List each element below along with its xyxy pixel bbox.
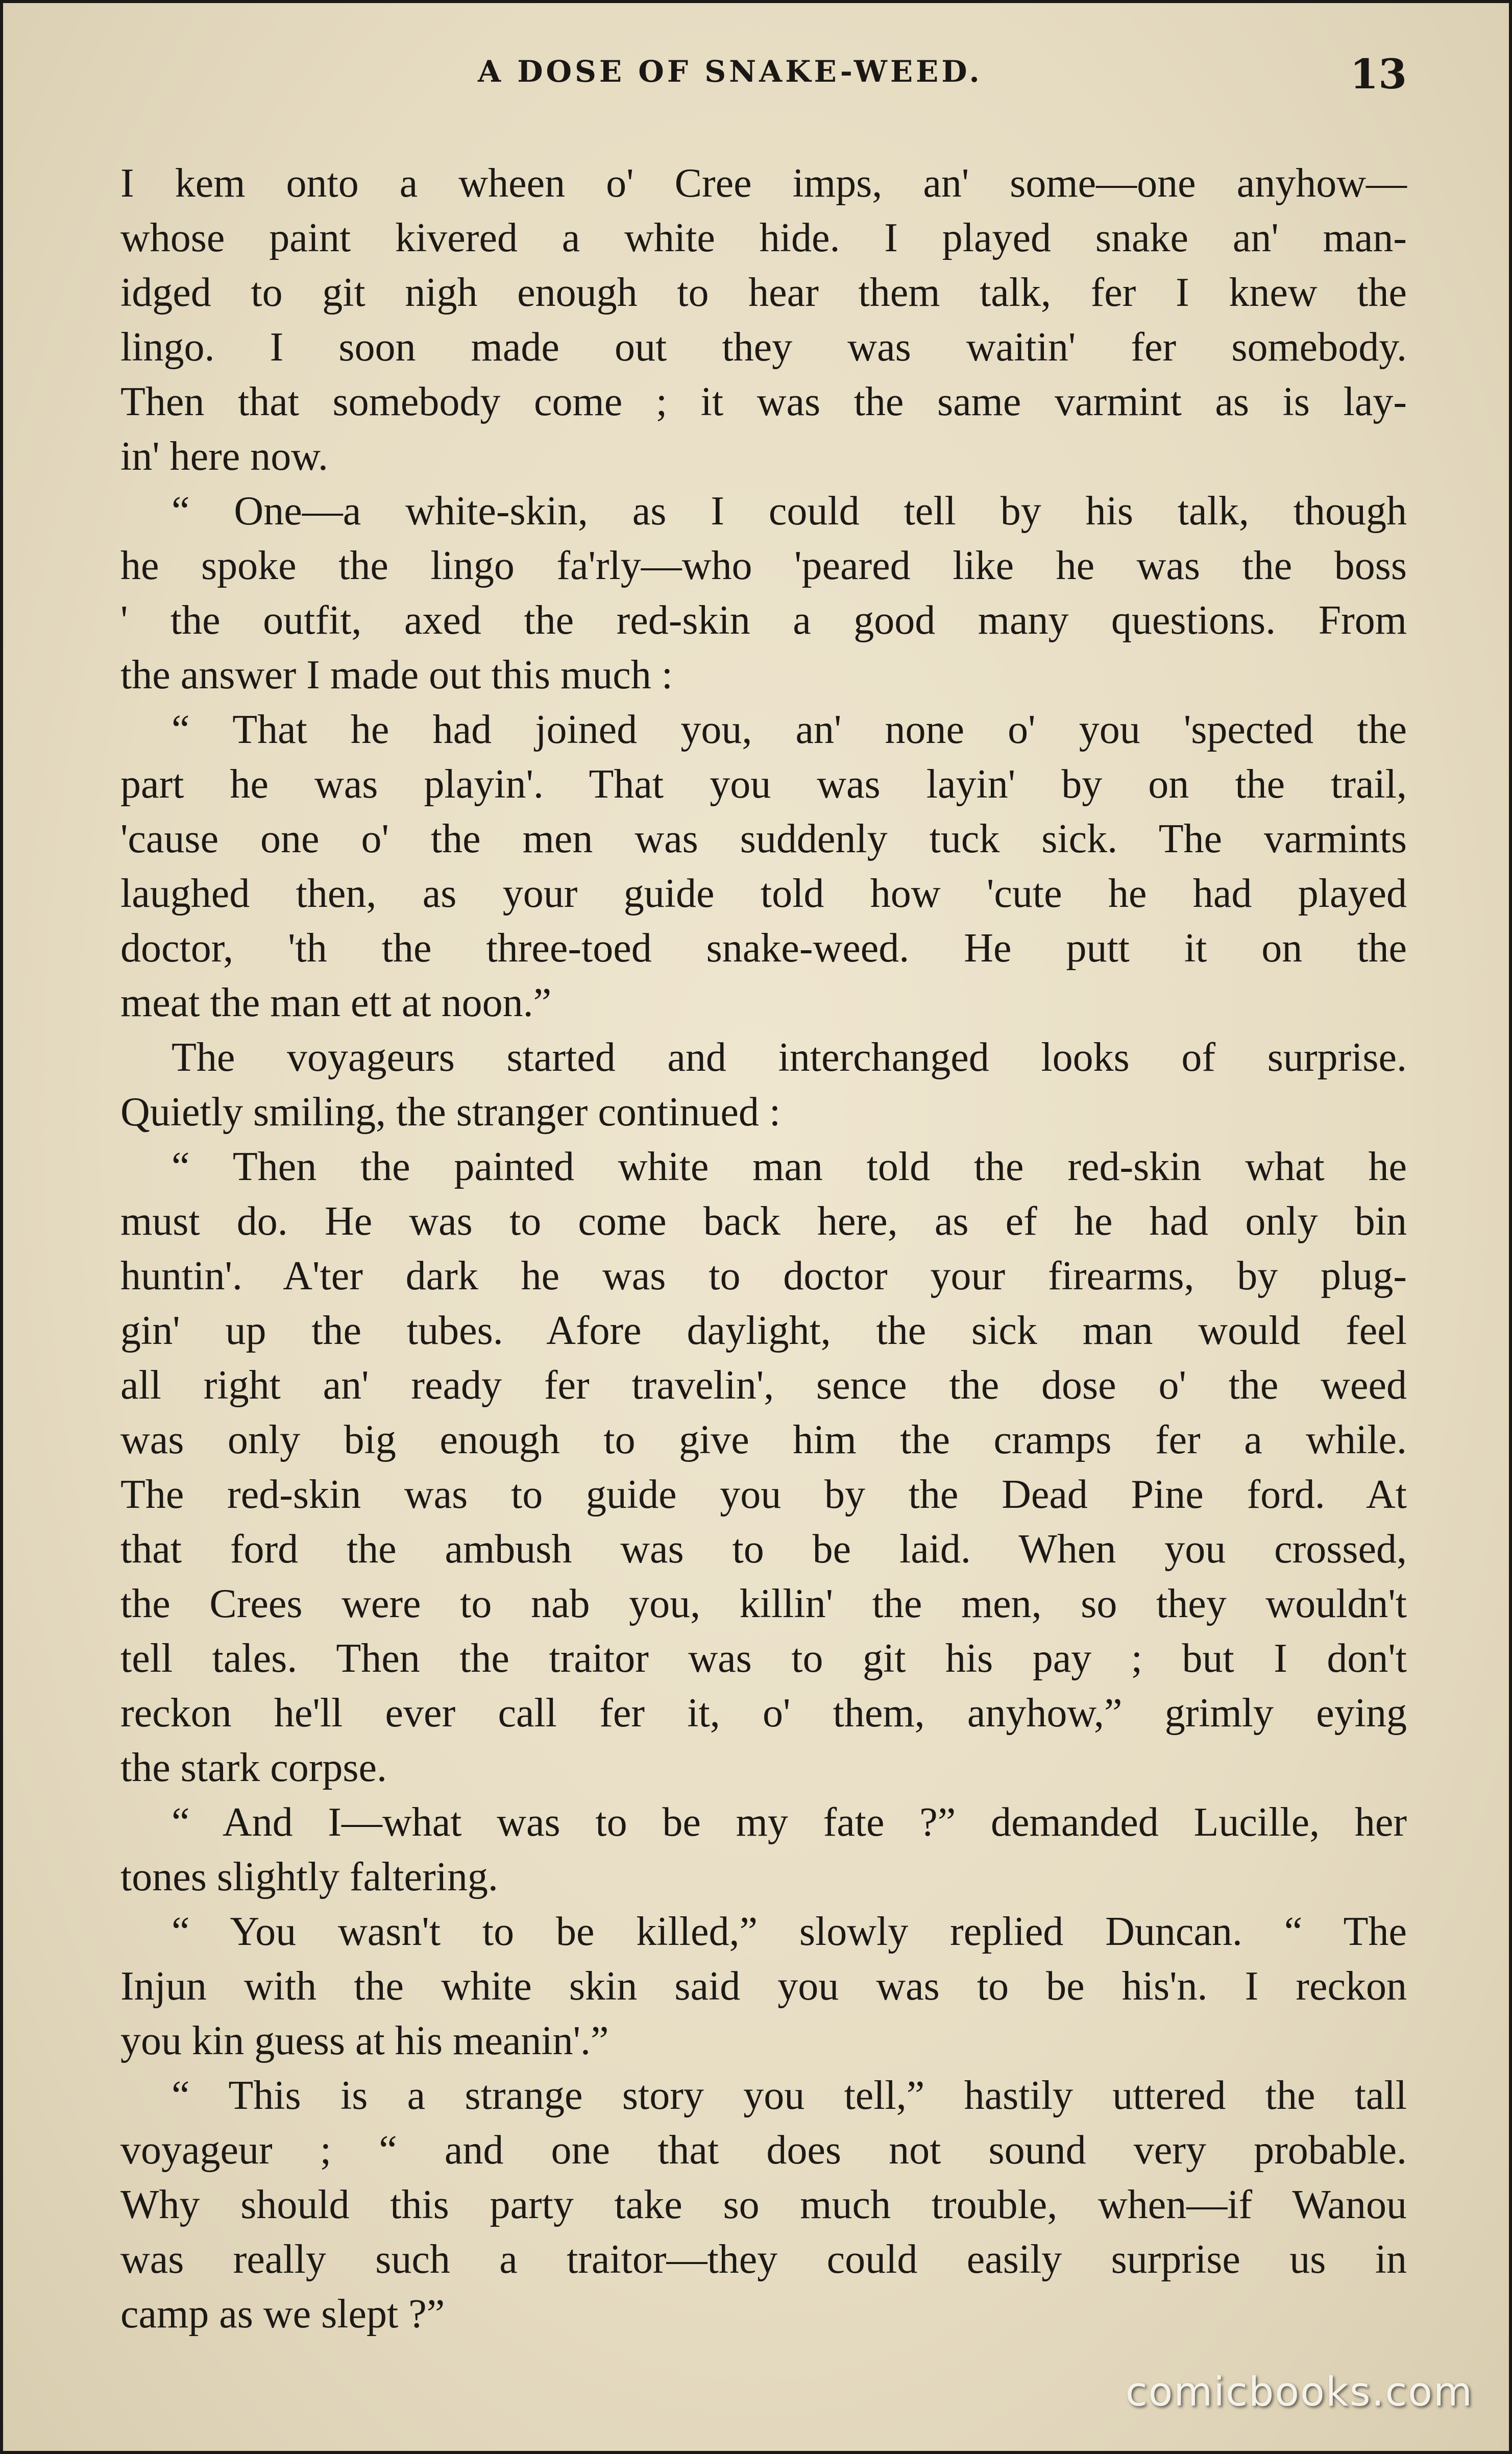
text-line: Injun with the white skin said you was to be his'n. I reckon	[120, 1964, 1407, 2009]
text-line: laughed then, as your guide told how 'cute he had played	[120, 871, 1407, 916]
text-line: The red-skin was to guide you by the Dead Pine ford. At	[120, 1472, 1407, 1517]
text-line: Quietly smiling, the stranger continued :	[120, 1090, 781, 1135]
text-line: whose paint kivered a white hide. I played snake an' man-	[120, 215, 1407, 260]
text-line: the Crees were to nab you, killin' the men, so they wouldn't	[120, 1581, 1407, 1626]
body-text	[120, 156, 1407, 2342]
text-line: must do. He was to come back here, as ef he had only bin	[120, 1199, 1407, 1244]
text-line: 'cause one o' the men was suddenly tuck sick. The varmints	[120, 816, 1407, 861]
text-line: idged to git nigh enough to hear them talk, fer I knew the	[120, 270, 1407, 315]
text-line: “ This is a strange story you tell,” hastily uttered the tall	[172, 2073, 1407, 2118]
text-line: gin' up the tubes. Afore daylight, the sick man would feel	[120, 1308, 1407, 1353]
text-line: meat the man ett at noon.”	[120, 980, 552, 1025]
text-line: reckon he'll ever call fer it, o' them, anyhow,” grimly eying	[120, 1691, 1407, 1736]
text-line: “ And I—what was to be my fate ?” demanded Lucille, her	[172, 1800, 1407, 1845]
text-line: “ You wasn't to be killed,” slowly replied Duncan. “ The	[172, 1909, 1407, 1954]
text-line: he spoke the lingo fa'rly—who 'peared like he was the boss	[120, 543, 1407, 588]
text-line: “ One—a white-skin, as I could tell by his talk, though	[172, 489, 1407, 534]
text-line: was only big enough to give him the cramps fer a while.	[120, 1417, 1407, 1462]
running-head: A DOSE OF SNAKE-WEED.	[478, 54, 983, 89]
text-line: all right an' ready fer travelin', sence the dose o' the weed	[120, 1363, 1407, 1408]
text-line: “ That he had joined you, an' none o' you 'spected the	[172, 707, 1407, 752]
text-line: camp as we slept ?”	[120, 2292, 445, 2337]
text-line: in' here now.	[120, 434, 328, 479]
text-line: I kem onto a wheen o' Cree imps, an' some—one anyhow—	[120, 161, 1407, 206]
text-line: the stark corpse.	[120, 1745, 387, 1790]
text-line: part he was playin'. That you was layin' by on the trail,	[120, 762, 1407, 807]
text-line: the answer I made out this much :	[120, 653, 673, 697]
watermark: comicbooks.com	[1125, 2369, 1473, 2415]
page-number: 13	[1350, 50, 1407, 98]
text-line: “ Then the painted white man told the red-skin what he	[172, 1144, 1407, 1189]
text-line: doctor, 'th the three-toed snake-weed. He putt it on the	[120, 926, 1407, 971]
text-line: The voyageurs started and interchanged looks of surprise.	[172, 1035, 1407, 1080]
text-line: huntin'. A'ter dark he was to doctor your firearms, by plug-	[120, 1254, 1407, 1298]
book-page	[3, 3, 1509, 2451]
text-line: tell tales. Then the traitor was to git his pay ; but I don't	[120, 1636, 1407, 1681]
text-line: tones slightly faltering.	[120, 1855, 498, 1899]
text-line: was really such a traitor—they could easily surprise us in	[120, 2237, 1407, 2282]
text-line: voyageur ; “ and one that does not sound very probable.	[120, 2128, 1407, 2173]
text-line: that ford the ambush was to be laid. When you crossed,	[120, 1527, 1407, 1572]
text-line: lingo. I soon made out they was waitin' fer somebody.	[120, 325, 1407, 370]
text-line: you kin guess at his meanin'.”	[120, 2018, 609, 2063]
text-line: ' the outfit, axed the red-skin a good many questions. From	[120, 598, 1407, 643]
text-line: Then that somebody come ; it was the same varmint as is lay-	[120, 379, 1407, 424]
text-line: Why should this party take so much trouble, when—if Wanou	[120, 2182, 1407, 2227]
